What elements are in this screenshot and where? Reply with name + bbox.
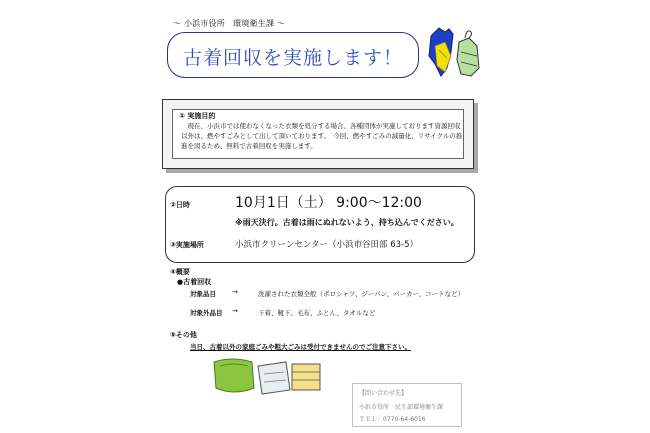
event-place: 小浜市クリーンセンター（小浜市谷田部 63-5）: [235, 240, 418, 250]
target-arrow: →: [232, 288, 238, 296]
collection-subheading: ●古着回収: [177, 278, 212, 286]
folded-clothes-illustration: [212, 354, 324, 398]
event-datetime: 10月1日（土） 9:00～12:00: [235, 195, 422, 211]
title-banner: [167, 32, 419, 78]
target-items: 洗濯された衣類全般（ポロシャツ、ジーパン、パーカー、コートなど）: [258, 290, 465, 298]
place-label: ③実施場所: [170, 241, 204, 249]
excluded-arrow: →: [232, 307, 238, 315]
clothes-illustration: [425, 16, 483, 82]
date-label: ②日時: [170, 201, 190, 209]
department-name: ～ 小浜市役所 環境衛生課 ～: [173, 19, 286, 28]
overview-heading: ④概要: [170, 268, 190, 276]
rain-note: ※雨天決行。古着は雨にぬれないよう、持ち込んでください。: [235, 218, 459, 227]
page-title: 古着回収を実施します！: [182, 47, 403, 69]
target-label: 対象品目: [190, 290, 216, 298]
purpose-box: [162, 99, 474, 169]
purpose-text: 現在、小浜市では使わなくなった衣類を処分する場合、各種団体が実施しております資源回収以外は、燃やすごみとして出して頂いております。 今回、燃やすごみの減量化、リサイクルの推進を図るため、無料で古着回収を実施します。: [181, 122, 463, 150]
contact-office: 小浜市役所 民生部環境衛生課: [359, 404, 444, 411]
excluded-items: 下着、靴下、毛布、ふとん、タオルなど: [258, 309, 376, 317]
contact-box: [352, 383, 462, 427]
contact-tel: ＴＥＬ：0770-64-6016: [359, 416, 426, 423]
other-text: 当日、古着以外の家庭ごみや粗大ごみは受付できませんのでご注意下さい。: [190, 343, 411, 351]
excluded-label: 対象外品目: [190, 309, 223, 317]
contact-title: 【問い合わせ先】: [359, 390, 408, 397]
purpose-heading: ① 実施目的: [179, 112, 216, 120]
other-heading: ⑤その他: [170, 331, 197, 339]
